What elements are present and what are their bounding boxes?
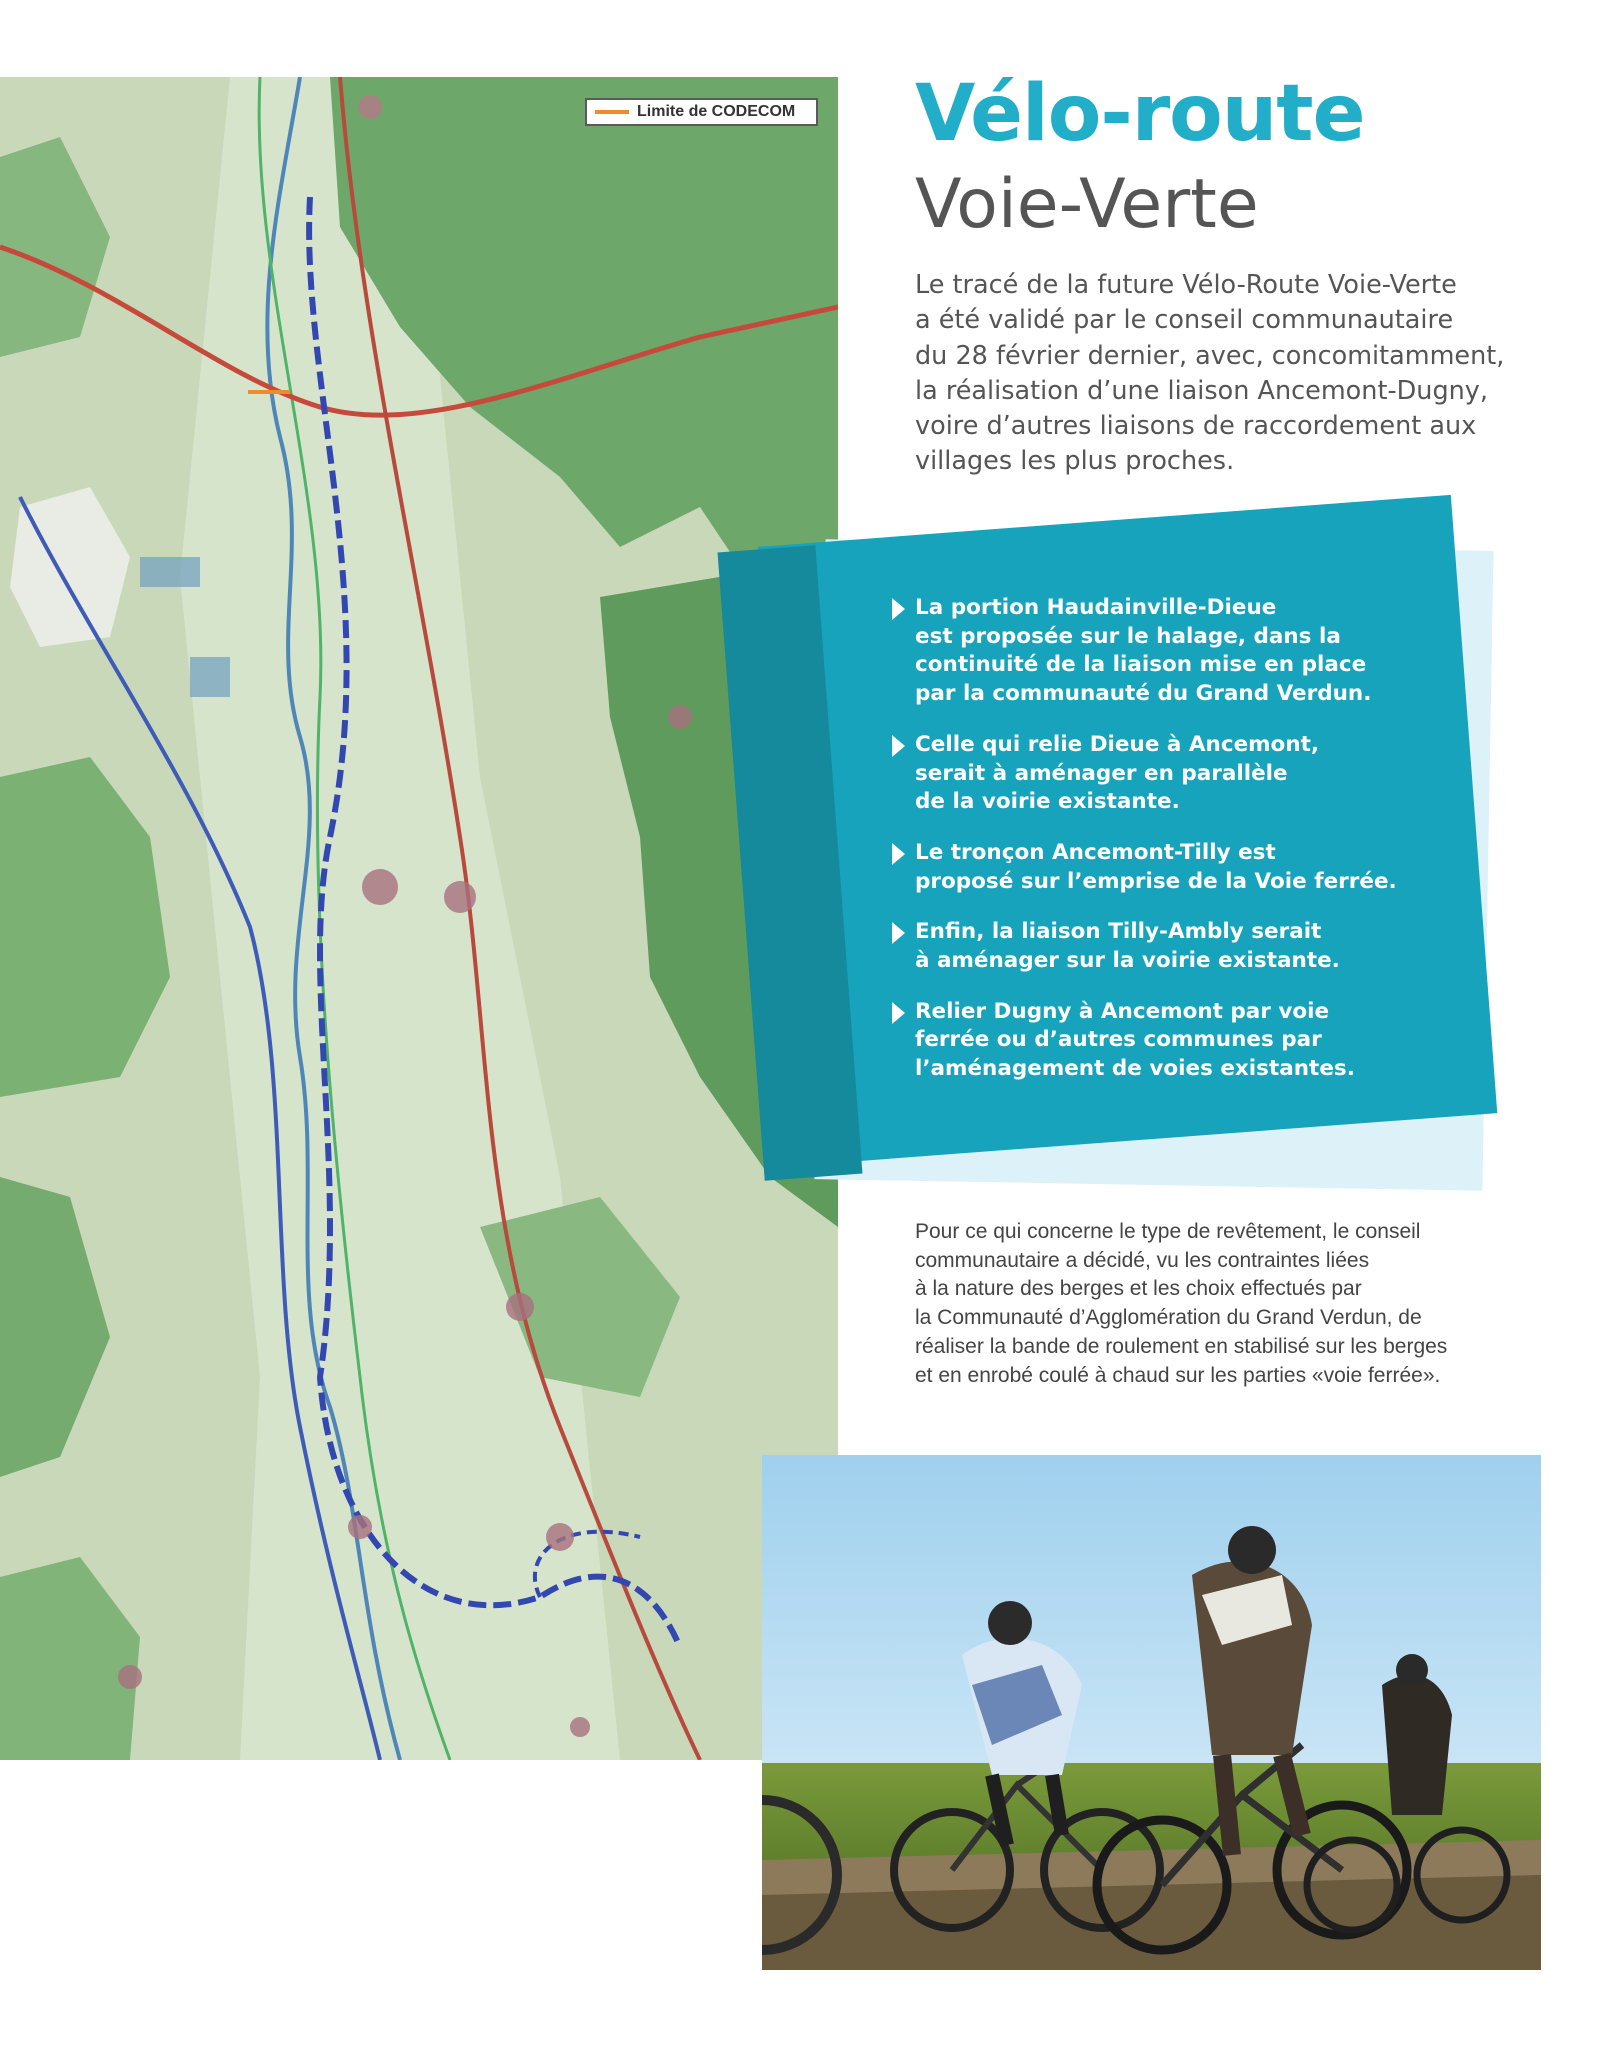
triangle-bullet-icon: [892, 843, 905, 865]
intro-line: Le tracé de la future Vélo-Route Voie-Verte: [915, 270, 1457, 300]
map-illustration: [0, 77, 838, 1760]
triangle-bullet-icon: [892, 922, 905, 944]
codecom-limit-swatch: [595, 110, 629, 114]
triangle-bullet-icon: [892, 1002, 905, 1024]
route-section-item: Celle qui relie Dieue à Ancemont, serait à aménager en parallèle de la voirie existante.: [892, 731, 1492, 817]
paragraph-line: la Communauté d’Agglomération du Grand Verdun, de: [915, 1306, 1422, 1330]
route-section-item: Relier Dugny à Ancemont par voie ferrée ou d’autres communes par l’aménagement de voies existantes.: [892, 998, 1492, 1084]
paragraph-line: communautaire a décidé, vu les contraintes liées: [915, 1248, 1370, 1272]
cyclists-photo: [762, 1455, 1541, 1970]
intro-line: du 28 février dernier, avec, concomitamment,: [915, 340, 1505, 371]
paragraph-line: réaliser la bande de roulement en stabilisé sur les berges: [915, 1334, 1448, 1358]
map-legend: [585, 98, 818, 126]
intro-text: [915, 268, 1555, 480]
triangle-bullet-icon: [892, 735, 905, 757]
surface-paragraph: [915, 1218, 1555, 1390]
cyclists-illustration: [762, 1455, 1541, 1970]
intro-line: a été validé par le conseil communautaire: [915, 305, 1454, 336]
paragraph-line: Pour ce qui concerne le type de revêtement, le conseil: [915, 1220, 1421, 1243]
intro-line: voire d’autres liaisons de raccordement aux: [915, 411, 1477, 442]
paragraph-line: à la nature des berges et les choix effectués par: [915, 1277, 1362, 1301]
route-section-item: Enfin, la liaison Tilly-Ambly serait à aménager sur la voirie existante.: [892, 918, 1492, 975]
page-title: Vélo-route: [915, 69, 1365, 159]
page-subtitle: Voie-Verte: [915, 165, 1259, 244]
intro-line: villages les plus proches.: [915, 446, 1235, 477]
route-section-list: [892, 594, 1492, 1106]
triangle-bullet-icon: [892, 598, 905, 620]
route-section-item: Le tronçon Ancemont-Tilly est proposé sur l’emprise de la Voie ferrée.: [892, 839, 1492, 896]
route-map: [0, 77, 838, 1760]
legend-label: Limite de CODECOM: [637, 103, 796, 120]
intro-line: la réalisation d’une liaison Ancemont-Dugny,: [915, 375, 1488, 406]
paragraph-line: et en enrobé coulé à chaud sur les parties «voie ferrée».: [915, 1363, 1441, 1387]
route-section-item: La portion Haudainville-Dieue est proposée sur le halage, dans la continuité de la liaison mise en place par la communauté du Grand Verdun.: [892, 594, 1492, 709]
